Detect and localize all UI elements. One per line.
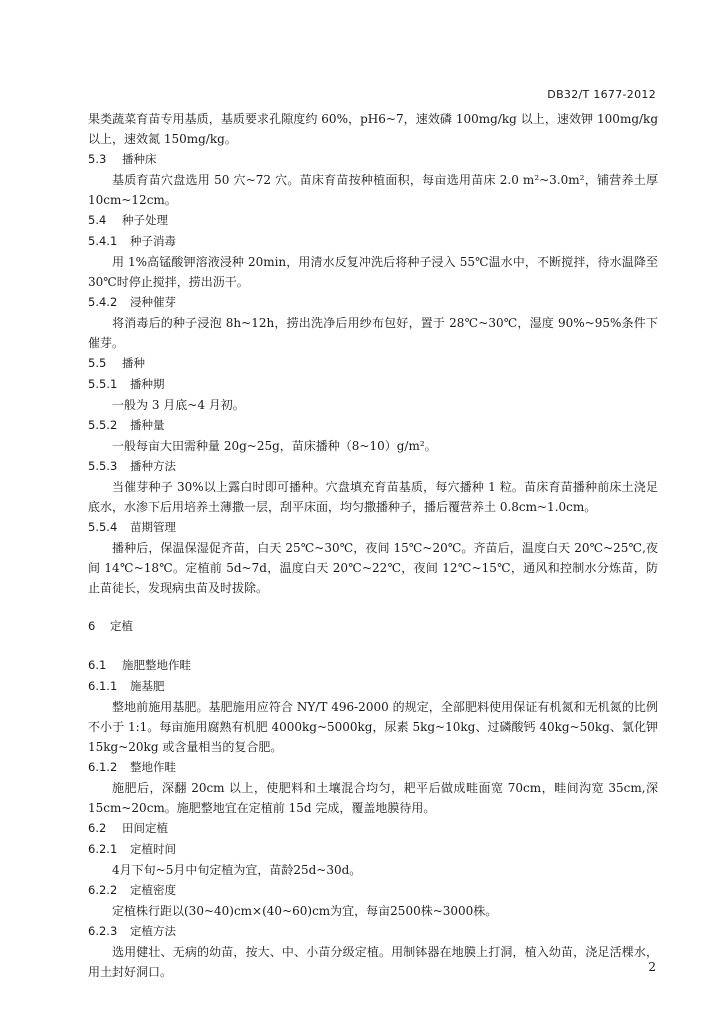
section-title: 田间定植 bbox=[122, 821, 168, 835]
section-number: 6.2 bbox=[88, 821, 107, 835]
section-number: 5.5.2 bbox=[88, 418, 118, 432]
document-body bbox=[88, 109, 658, 982]
section-title: 定植时间 bbox=[130, 842, 176, 856]
section-title: 种子消毒 bbox=[130, 234, 176, 248]
section-title: 定植 bbox=[110, 619, 133, 633]
paragraph: 果类蔬菜育苗专用基质，基质要求孔隙度约 60%，pH6~7，速效磷 100mg/kg 以上，速效钾 100mg/kg 以上，速效氮 150mg/kg。 bbox=[88, 112, 658, 146]
section-heading bbox=[88, 517, 658, 538]
section-title: 施基肥 bbox=[130, 679, 165, 693]
section-number: 6.2.3 bbox=[88, 924, 118, 938]
page-number: 2 bbox=[648, 960, 656, 974]
paragraph: 用 1%高锰酸钾溶液浸种 20min，用清水反复冲洗后将种子浸入 55℃温水中，不断搅拌，待水温降至 30℃时停止搅拌，捞出沥干。 bbox=[88, 255, 658, 289]
section-number: 6.2.2 bbox=[88, 883, 118, 897]
paragraph: 基质育苗穴盘选用 50 穴~72 穴。苗床育苗按种植面积，每亩选用苗床 2.0 m²~3.0m²，铺营养土厚 10cm~12cm。 bbox=[88, 173, 658, 207]
paragraph: 4月下旬~5月中旬定植为宜，苗龄25d~30d。 bbox=[112, 863, 362, 877]
section-number: 5.3 bbox=[88, 152, 107, 166]
paragraph: 一般每亩大田需种量 20g~25g，苗床播种（8~10）g/m²。 bbox=[112, 439, 437, 453]
section-number: 6 bbox=[88, 619, 96, 633]
section-number: 5.4 bbox=[88, 213, 107, 227]
paragraph: 播种后，保温保湿促齐苗，白天 25℃~30℃，夜间 15℃~20℃。齐苗后，温度白天 20℃~25℃,夜间 14℃~18℃。定植前 5d~7d，温度白天 20℃~22℃，夜间 12℃~15℃，通风和控制水分炼苗，防止苗徒长，发现病虫苗及时拔除。 bbox=[88, 541, 658, 595]
section-heading bbox=[88, 353, 658, 374]
section-title: 浸种催芽 bbox=[130, 295, 176, 309]
section-heading bbox=[88, 676, 658, 697]
section-number: 6.2.1 bbox=[88, 842, 118, 856]
section-heading bbox=[88, 210, 658, 231]
section-heading bbox=[88, 818, 658, 839]
paragraph: 整地前施用基肥。基肥施用应符合 NY/T 496-2000 的规定，全部肥料使用保证有机氮和无机氮的比例不小于 1:1。每亩施用腐熟有机肥 4000kg~5000kg，尿素 5kg~10kg、过磷酸钙 40kg~50kg、氯化钾 15kg~20kg 或含量相当的复合肥。 bbox=[88, 700, 658, 754]
paragraph: 选用健壮、无病的幼苗，按大、中、小苗分级定植。用制钵器在地膜上打洞，植入幼苗，浇足活棵水，用土封好洞口。 bbox=[88, 945, 658, 979]
section-title: 种子处理 bbox=[122, 213, 168, 227]
section-heading bbox=[88, 921, 658, 942]
section-number: 5.4.1 bbox=[88, 234, 118, 248]
section-number: 5.5.3 bbox=[88, 459, 118, 473]
section-heading bbox=[88, 415, 658, 436]
section-number: 6.1.2 bbox=[88, 760, 118, 774]
section-number: 5.5 bbox=[88, 356, 107, 370]
section-title: 播种床 bbox=[122, 152, 157, 166]
section-title: 定植方法 bbox=[130, 924, 176, 938]
section-heading bbox=[88, 374, 658, 395]
section-title: 整地作畦 bbox=[130, 760, 176, 774]
standard-code: DB32/T 1677-2012 bbox=[547, 88, 656, 101]
section-heading bbox=[88, 655, 658, 676]
section-title: 播种量 bbox=[130, 418, 165, 432]
section-number: 5.5.4 bbox=[88, 520, 118, 534]
paragraph: 施肥后，深翻 20cm 以上，使肥料和土壤混合均匀，耙平后做成畦面宽 70cm，畦间沟宽 35cm,深 15cm~20cm。施肥整地宜在定植前 15d 完成，覆盖地膜待用。 bbox=[88, 781, 658, 815]
section-title: 播种 bbox=[122, 356, 145, 370]
section-heading bbox=[88, 880, 658, 901]
section-title: 播种方法 bbox=[130, 459, 176, 473]
section-heading bbox=[88, 231, 658, 252]
section-title: 苗期管理 bbox=[130, 520, 176, 534]
section-heading bbox=[88, 149, 658, 170]
section-number: 6.1 bbox=[88, 658, 107, 672]
section-number: 5.5.1 bbox=[88, 377, 118, 391]
paragraph: 将消毒后的种子浸泡 8h~12h，捞出洗净后用纱布包好，置于 28℃~30℃，湿度 90%~95%条件下催芽。 bbox=[88, 316, 658, 350]
chapter-heading bbox=[88, 616, 658, 637]
paragraph: 定植株行距以(30~40)cm×(40~60)cm为宜，每亩2500株~3000株。 bbox=[112, 904, 498, 918]
section-title: 播种期 bbox=[130, 377, 165, 391]
paragraph: 一般为 3 月底~4 月初。 bbox=[112, 398, 245, 412]
section-heading bbox=[88, 292, 658, 313]
section-heading bbox=[88, 456, 658, 477]
section-heading bbox=[88, 757, 658, 778]
paragraph: 当催芽种子 30%以上露白时即可播种。穴盘填充育苗基质，每穴播种 1 粒。苗床育苗播种前床土浇足底水，水渗下后用培养土薄撒一层，刮平床面，均匀撒播种子，播后覆营养土 0.8cm~1.0cm。 bbox=[88, 480, 658, 514]
section-title: 定植密度 bbox=[130, 883, 176, 897]
section-heading bbox=[88, 839, 658, 860]
section-number: 5.4.2 bbox=[88, 295, 118, 309]
section-number: 6.1.1 bbox=[88, 679, 118, 693]
section-title: 施肥整地作畦 bbox=[122, 658, 191, 672]
